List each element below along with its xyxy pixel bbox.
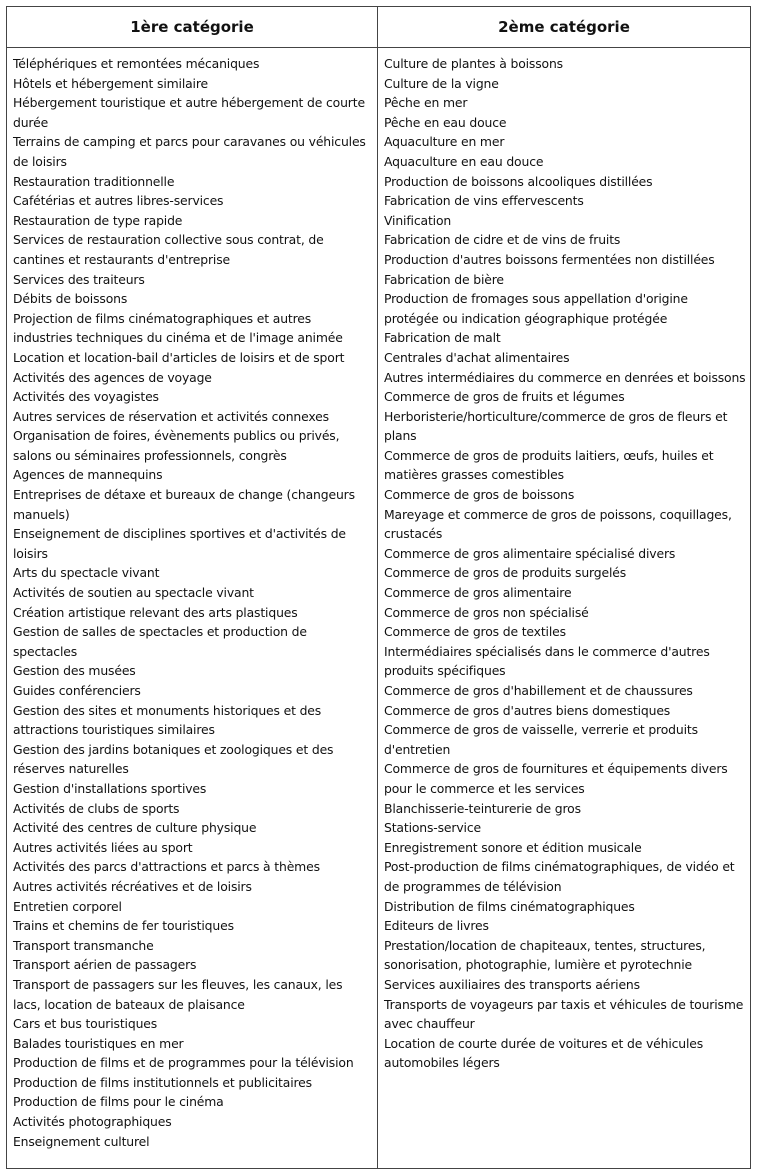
- list-item: Production de fromages sous appellation d'origine protégée ou indication géographique protégée: [384, 291, 688, 326]
- second-category-cell: [378, 48, 750, 1168]
- list-item: Commerce de gros d'autres biens domestiques: [384, 702, 671, 718]
- second-category-list: [384, 54, 750, 1073]
- list-item: Projection de films cinématographiques et autres industries techniques du cinéma et de l'image animée: [13, 310, 343, 346]
- list-item: Production de films et de programmes pour la télévision: [13, 1055, 354, 1071]
- list-item: Terrains de camping et parcs pour caravanes ou véhicules de loisirs: [13, 134, 366, 169]
- list-item: Production de films institutionnels et publicitaires: [13, 1074, 312, 1090]
- list-item: Transport de passagers sur les fleuves, les canaux, les lacs, location de bateaux de plaisance: [13, 976, 343, 1012]
- list-item: Mareyage et commerce de gros de poissons, coquillages, crustacés: [384, 506, 732, 542]
- list-item: Autres activités récréatives et de loisirs: [13, 878, 252, 894]
- list-item: Location et location-bail d'articles de loisirs et de sport: [13, 349, 345, 365]
- list-item: Herboristerie/horticulture/commerce de gros de fleurs et plans: [384, 408, 728, 444]
- list-item: Aquaculture en eau douce: [384, 153, 544, 169]
- list-item: Autres services de réservation et activités connexes: [13, 408, 329, 424]
- list-item: Entretien corporel: [13, 898, 122, 914]
- list-item: Centrales d'achat alimentaires: [384, 349, 570, 365]
- list-item: Hébergement touristique et autre hébergement de courte durée: [13, 95, 365, 130]
- list-item: Services des traiteurs: [13, 271, 145, 287]
- list-item: Location de courte durée de voitures et de véhicules automobiles légers: [384, 1035, 704, 1071]
- list-item: Transport aérien de passagers: [13, 957, 197, 973]
- list-item: Intermédiaires spécialisés dans le commerce d'autres produits spécifiques: [384, 643, 710, 679]
- list-item: Gestion de salles de spectacles et production de spectacles: [13, 624, 307, 659]
- list-item: Enregistrement sonore et édition musicale: [384, 839, 642, 855]
- list-item: Commerce de gros de produits surgelés: [384, 565, 627, 581]
- list-item: Prestation/location de chapiteaux, tentes, structures, sonorisation, photographie, lumière et pyrotechnie: [384, 937, 706, 973]
- category-table: [6, 6, 751, 1169]
- list-item: Organisation de foires, évènements publics ou privés, salons ou séminaires professionnels, congrès: [13, 428, 340, 463]
- list-item: Cafétérias et autres libres-services: [13, 193, 224, 209]
- list-item: Distribution de films cinématographiques: [384, 898, 635, 914]
- table-header: [7, 7, 750, 48]
- list-item: Cars et bus touristiques: [13, 1016, 158, 1032]
- list-item: Vinification: [384, 212, 452, 228]
- list-item: Commerce de gros de fournitures et équipements divers pour le commerce et les services: [384, 761, 728, 796]
- list-item: Services auxiliaires des transports aériens: [384, 976, 640, 992]
- list-item: Création artistique relevant des arts plastiques: [13, 604, 298, 620]
- list-item: Activités de soutien au spectacle vivant: [13, 585, 254, 601]
- list-item: Téléphériques et remontées mécaniques: [13, 56, 260, 71]
- list-item: Entreprises de détaxe et bureaux de change (changeurs manuels): [13, 487, 355, 522]
- list-item: Pêche en eau douce: [384, 114, 507, 130]
- list-item: Commerce de gros de vaisselle, verrerie et produits d'entretien: [384, 722, 698, 757]
- first-category-list: [13, 54, 377, 1151]
- list-item: Hôtels et hébergement similaire: [13, 75, 208, 91]
- list-item: Débits de boissons: [13, 291, 128, 307]
- list-item: Commerce de gros de fruits et légumes: [384, 389, 625, 405]
- list-item: Culture de la vigne: [384, 75, 499, 91]
- list-item: Gestion des jardins botaniques et zoologiques et des réserves naturelles: [13, 741, 334, 777]
- list-item: Culture de plantes à boissons: [384, 56, 563, 71]
- list-item: Activité des centres de culture physique: [13, 820, 257, 836]
- list-item: Commerce de gros alimentaire spécialisé divers: [384, 545, 676, 561]
- table-body: [7, 48, 750, 1168]
- list-item: Commerce de gros de boissons: [384, 487, 575, 503]
- list-item: Production d'autres boissons fermentées non distillées: [384, 251, 715, 267]
- list-item: Activités des agences de voyage: [13, 369, 212, 385]
- list-item: Production de boissons alcooliques distillées: [384, 173, 653, 189]
- list-item: Agences de mannequins: [13, 467, 163, 483]
- list-item: Fabrication de vins effervescents: [384, 193, 584, 209]
- list-item: Activités des voyagistes: [13, 389, 159, 405]
- list-item: Enseignement culturel: [13, 1133, 150, 1149]
- list-item: Commerce de gros de produits laitiers, œufs, huiles et matières grasses comestibles: [384, 447, 714, 483]
- list-item: Activités de clubs de sports: [13, 800, 180, 816]
- list-item: Commerce de gros non spécialisé: [384, 604, 589, 620]
- header-first-category: 1ère catégorie: [7, 7, 378, 47]
- list-item: Gestion d'installations sportives: [13, 780, 207, 796]
- list-item: Fabrication de malt: [384, 330, 501, 346]
- list-item: Fabrication de bière: [384, 271, 504, 287]
- list-item: Pêche en mer: [384, 95, 468, 111]
- list-item: Restauration traditionnelle: [13, 173, 175, 189]
- list-item: Fabrication de cidre et de vins de fruits: [384, 232, 621, 248]
- list-item: Activités photographiques: [13, 1114, 172, 1130]
- list-item: Blanchisserie-teinturerie de gros: [384, 800, 581, 816]
- list-item: Enseignement de disciplines sportives et d'activités de loisirs: [13, 526, 346, 561]
- list-item: Transports de voyageurs par taxis et véhicules de tourisme avec chauffeur: [384, 996, 744, 1032]
- list-item: Guides conférenciers: [13, 683, 141, 698]
- list-item: Editeurs de livres: [384, 918, 489, 934]
- list-item: Autres activités liées au sport: [13, 839, 193, 855]
- list-item: Gestion des sites et monuments historiques et des attractions touristiques similaires: [13, 702, 322, 738]
- list-item: Commerce de gros d'habillement et de chaussures: [384, 683, 693, 698]
- list-item: Aquaculture en mer: [384, 134, 505, 150]
- list-item: Post-production de films cinématographiques, de vidéo et de programmes de télévision: [384, 859, 735, 894]
- list-item: Commerce de gros de textiles: [384, 624, 566, 640]
- list-item: Trains et chemins de fer touristiques: [13, 918, 234, 934]
- list-item: Gestion des musées: [13, 663, 136, 679]
- header-second-category: 2ème catégorie: [498, 18, 630, 36]
- list-item: Autres intermédiaires du commerce en denrées et boissons: [384, 369, 746, 385]
- list-item: Commerce de gros alimentaire: [384, 585, 572, 601]
- list-item: Stations-service: [384, 820, 481, 836]
- list-item: Balades touristiques en mer: [13, 1035, 184, 1051]
- list-item: Restauration de type rapide: [13, 212, 183, 228]
- list-item: Production de films pour le cinéma: [13, 1094, 224, 1110]
- list-item: Services de restauration collective sous contrat, de cantines et restaurants d'entreprise: [13, 232, 324, 267]
- list-item: Activités des parcs d'attractions et parcs à thèmes: [13, 859, 320, 875]
- list-item: Arts du spectacle vivant: [13, 565, 160, 581]
- list-item: Transport transmanche: [13, 937, 154, 953]
- first-category-cell: [7, 48, 378, 1168]
